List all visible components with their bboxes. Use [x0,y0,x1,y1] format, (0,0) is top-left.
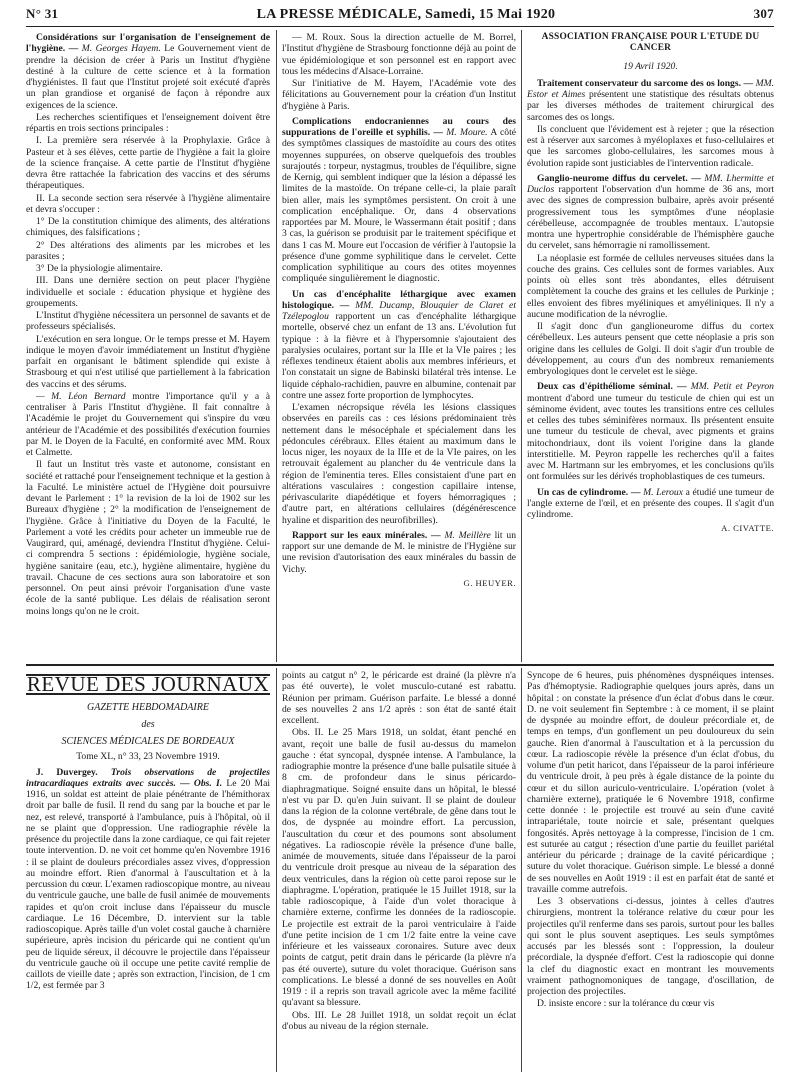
article-paragraph [527,381,774,482]
article-paragraph [527,78,774,123]
article-heading: Rapport sur les eaux minérales. — [292,529,441,541]
article-signature: A. CIVATTE. [721,523,774,534]
article-heading: Traitement conservateur du sarcome des os longs. — [537,77,754,89]
article-paragraph: Obs. III. Le 28 Juillet 1918, un soldat reçoit un éclat d'obus au niveau de la région sternale. [282,1009,516,1032]
article-paragraph [527,487,774,521]
article-signature: G. HEUYER. [463,577,516,588]
bottom-column-2 [282,670,516,1072]
session-date: 19 Avril 1920. [623,60,678,72]
article-paragraph: points au catgut n° 2, le péricarde est drainé (la plèvre n'a pas été ouverte), le volet musculo-cutané est rabattu. Réunion per primam. Guérison parfaite. Le blessé a donné de ses nouvelles 2 ans 1/2 après : son état de santé était excellent. [282,670,516,726]
article-text: montre l'importance qu'il y a à centraliser à Paris l'Institut d'hygiène. Il fait connaître à l'Académie le projet du Gouvernement qui s'inspire du vœu antérieur de l'Académie et des possibilités d'exécution fournies par M. le Doyen de la Faculté, en conformité avec MM. Roux et Calmette. [26,390,270,458]
article-paragraph: L'examen nécropsique révéla les lésions classiques observées en pareils cas : ces lésions prédominaient très nettement dans le mésocéphale et spécialement dans les pédoncules cérébraux. Elles étaient au maximum dans le locus niger, les noyaux de la IIIe et de la VIe paires, on les retrouvait également au plancher du 4e ventricule dans la région de l'eminentia teres. Elles consistaient d'une part en altérations vasculaires : congestion capillaire intense, périvascularite diapédétique et foyers hémorragiques ; d'autre part, en altérations cellulaires (dégénérescence hyaline et disparition des neurofibrilles). [282,402,516,526]
article-paragraph: L'Institut d'hygiène nécessitera un personnel de savants et de professeurs spécialisés. [26,310,270,333]
article-author: MM. Ducamp, Blouquier de Claret et Tzélepoglou [282,299,516,322]
article-paragraph [282,530,516,575]
article-heading: Ganglio-neurome diffus du cervelet. — [537,172,701,184]
article-text: présentent une statistique des résultats obtenus par les diverses méthodes de traitement chirurgical des sarcomes des os longs. [527,89,774,123]
article-heading: Un cas de cylindrome. — [537,486,641,498]
section-banner: REVUE DES JOURNAUX [26,672,270,696]
article-text: A côté des symptômes classiques de mastoïdite au cours des otites moyennes suppurées, on observe quelquefois des troubles surajoutés : torpeur, nystagmus, troubles de l'équilibre, signe de Kernig, qui semblent indiquer que la lésion a dépassé les limites de la mastoïde. On trépane celle-ci, la plaie paraît bien aller, mais les symptômes persistent. On croit à une complication encéphalique. Or, dans 4 observations rapportées par M. Moure, le Wassermann était positif ; dans 3 cas, la guérison se produisit par le traitement spécifique et dans 1 cas M. Moure eut l'occasion de vérifier à l'autopsie la présence d'une gomme syphilitique dans le cervelet. Cette complication syphilitique au cours des otites moyennes compliquée singulièrement le diagnostic. [282,127,516,285]
article-heading: Considérations sur l'organisation de l'enseignement de l'hygiène. — [26,32,270,55]
article-paragraph: 3° De la physiologie alimentaire. [36,263,163,274]
column-divider [521,30,522,662]
article-author: M. Moure. [446,127,488,138]
section-title: ASSOCIATION FRANÇAISE POUR L'ÉTUDE DU CANCER [541,32,760,54]
article-heading: Complications endocraniennes au cours des suppurations de l'oreille et syphilis. — [282,115,516,138]
article-author: J. Duvergey. [36,766,98,778]
article-paragraph: Il faut un Institut très vaste et autonome, consistant en société et rattaché pour l'enseignement technique et la gestion à la Faculté. Le ministère actuel de l'Hygiène doit poursuivre devant le Parlement : 1° la revision de la loi de 1902 sur les Bureaux d'hygiène ; 2° la modification de l'enseignement de l'hygiène. Grâce à l'initiative du Doyen de la Faculté, le Parlement a voté les crédits pour acheter un immeuble rue de Vaugirard, qui, aménagé, deviendra l'Institut d'hygiène. Celui-ci comprendra 5 sections : épidémiologie, hygiène sociale, hygiène sanitaire (eau, etc.), hygiène alimentaire, hygiène du travail. Chacune de ces sections aura son laboratoire et son personnel. On peut ainsi prévoir l'organisation d'une vaste école de la santé publique. Les délais de réalisation seront moins longs qu'on ne le croit. [26,459,270,617]
publication-name: SCIENCES MÉDICALES DE BORDEAUX [61,736,235,748]
section-rule [26,664,774,666]
journal-title: LA PRESSE MÉDICALE, Samedi, 15 Mai 1920 [256,7,556,22]
article-paragraph: Syncope de 6 heures, puis phénomènes dyspnéiques intenses. Pas d'hémoptysie. Radiographie quelques jours après, dans un hôpital : on constate la présence d'un éclat d'obus dans le cœur. D. ne voit seulement fin Septembre : à ce moment, il se plaint de dyspnée au moindre effort, de douleur précordiale et, de temps en temps, d'un gonflement un peu douloureux du sein gauche. Rien d'anormal à l'auscultation et à la percussion du cœur. La radioscopie révèle la présence d'un éclat d'obus, du volume d'un petit haricot, dans l'épaisseur de la paroi inférieure du ventricule droit, à peu près à égale distance de la pointe du cœur et du sillon auriculo-ventriculaire. L'opération (volet à charnière externe), pratiquée le 6 Novembre 1918, confirme cette donnée : le projectile est trouvé au sein d'une cavité intrapariétale, toute noircie et sale, présentant quelques fongosités. Après nettoyage à la compresse, l'incision de 1 cm. est suturée au catgut ; résection d'une partie du feuillet pariétal antérieur du péricarde ; drainage de la cavité péricardique ; suture du volet thoracique. Guérison simple. Le blessé a donné de ses nouvelles en Août 1919 : il est en parfait état de santé et travaille comme autrefois. [527,670,774,895]
article-paragraph: Les 3 observations ci-dessus, jointes à celles d'autres chirurgiens, montrent la tolérance relative du cœur pour les projectiles qu'il renferme dans ses parois, surtout pour les balles qui sont le plus souvent aseptiques. Les seuls symptômes accusés par les blessés sont : l'oppression, la douleur précordiale, la dyspnée d'effort. C'est la radioscopie qui donne la clef du diagnostic exact en montrant les mouvements vraiment pathognomoniques de tangage, d'oscillation, de projection des projectiles. [527,896,774,997]
header-rule [26,26,774,27]
article-paragraph: L'exécution en sera longue. Or le temps presse et M. Hayem indique le moyen d'avoir immédiatement un Institut d'hygiène parfait en organisant le bâtiment splendide qui existe à Strasbourg et qui n'est utilisé que partiellement à la fabrication des vaccins et des sérums. [26,333,270,390]
article-paragraph: II. La seconde section sera réservée à l'hygiène alimentaire et devra s'occuper : [26,192,270,215]
article-paragraph [282,116,516,285]
column-divider [521,668,522,1072]
issue-number: N° 31 [26,6,59,21]
article-paragraph [26,767,270,992]
article-paragraph: Obs. II. Le 25 Mars 1918, un soldat, étant penché en avant, reçoit une balle de fusil au-dessus du mamelon gauche : état syncopal, dyspnée intense. A l'ambulance, la radiographie montre la présence d'une balle pulsatile située à 8 cm. de profondeur dans le sinus péricardo-diaphragmatique. Soigné ensuite dans un hôpital, le blessé n'est vu par D. qu'en Juin suivant. Il se plaint de douleur dans la région de la colonne vertébrale, de gêne dans tout le dos, de dyspnée au moindre effort. La percussion, l'auscultation du cœur et des poumons sont absolument négatives. La radioscopie révèle la présence d'une balle, animée de mouvements, située dans l'épaisseur de la paroi du ventricule droit presque au niveau de la séparation des deux ventricules, dans la région où cette paroi repose sur le diaphragme. L'opération, pratiquée le 15 Juillet 1918, sur la table radioscopique, à l'aide d'un volet thoracique à charnière externe, confirme les données de la radioscopie. Le projectile est extrait de la paroi ventriculaire à l'aide d'une petite incision de 1 cm 1/2 faite entre la veine cave inférieure et les vaisseaux coronaires. Suture avec deux points de catgut, petit drain dans le péricarde (la plèvre n'a pas été ouverte), suture du volet thoracique. Guérison sans complications. Le blessé a donné de ses nouvelles en Août 1919 : il a repris son travail agricole avec la même facilité qu'avant sa blessure. [282,727,516,1009]
article-paragraph [282,289,516,402]
article-author: M. Leroux [643,486,683,498]
column-divider [276,668,277,1072]
article-paragraph: I. La première sera réservée à la Prophylaxie. Grâce à Pasteur et à ses élèves, cette partie de l'hygiène a fait la gloire de la science française. A cette partie de l'Institut d'hygiène devra être rattachée la fabrication des vaccins et des sérums thérapeutiques. [26,135,270,192]
article-paragraph: Ils concluent que l'évidement est à rejeter ; que la résection est à réserver aux sarcomes à myéloplaxes et fuso-cellulaires et que les sarcomes globo-cellulaires, les sarcomes mous à évolution rapide sont justiciables de l'intervention radicale. [527,123,774,169]
article-text: rapportent l'observation d'un homme de 36 ans, mort avec des signes de compression bulbaire, après avoir présenté progressivement tous les symptômes d'une néoplasie cérébelleuse, accompagnée de troubles mentaux. L'autopsie montra une hypertrophie considérable de l'hémisphère gauche du cervelet, sans hémorragie ni ramollissement. [527,184,774,252]
column-divider [276,30,277,662]
article-text: lit un rapport sur une demande de M. le ministre de l'Hygiène sur une revision d'autorisation des eaux minérales du bassin de Vichy. [282,529,516,575]
bottom-column-1 [26,670,270,1072]
article-paragraph: Sur l'initiative de M. Hayem, l'Académie vote des félicitations au Gouvernement pour la création d'un Institut d'hygiène à Paris. [282,78,516,112]
article-author: — M. Léon Bernard [36,390,126,402]
article-paragraph: 1° De la constitution chimique des aliments, des altérations chimiques, des falsifications ; [26,216,270,239]
publication-name: GAZETTE HEBDOMADAIRE [87,702,209,714]
publication-name: des [141,719,155,731]
page-header [26,6,774,26]
publication-volume: Tome XL, n° 33, 23 Novembre 1919. [76,751,220,763]
page-number: 307 [753,6,774,21]
article-author: MM. Lhermitte et Duclos [527,172,774,195]
article-paragraph: — M. Roux. Sous la direction actuelle de M. Borrel, l'Institut d'hygiène de Strasbourg fonctionne déjà au point de vue épidémiologique et son personnel est en rapport avec tous les médecins d'Alsace-Lorraine. [282,32,516,77]
article-text: Le Gouvernement vient de prendre la décision de créer à Paris un Institut d'hygiène destiné à la culture de cette science et à la formation d'hygiénistes. Il faut que l'Institut projeté soit exécuté d'après un plan grandiose et organisé de façon à répondre aux exigences de la science. [26,43,270,111]
top-column-2 [282,32,516,660]
article-paragraph: Les recherches scientifiques et l'enseignement doivent être répartis en trois sections principales : [26,111,270,134]
article-paragraph [527,173,774,252]
article-heading: Deux cas d'épithéliome séminal. — [537,381,687,393]
article-heading: Un cas d'encéphalite léthargique avec examen histologique. — [282,288,516,311]
article-author: MM. Estor et Aimes [527,77,774,100]
article-paragraph [26,32,270,111]
bottom-column-3 [527,670,774,1072]
article-author: M. Georges Hayem. [81,43,161,55]
article-text: rapportent un cas d'encéphalite léthargique mortelle, observé chez un enfant de 13 ans. L'évolution fut typique : à la fièvre et à l'hypersomnie s'ajoutaient des paralysies oculaires, portant sur la IIIe et la VIe paires ; les réflexes tendineux étaient abolis aux membres inférieurs, et l'on constatait un signe de Babinski bilatéral très intense. Le liquide céphalo-rachidien, pauvre en albumine, contenait par contre une assez forte proportion de lymphocytes. [282,311,516,401]
article-paragraph: Il s'agit donc d'un ganglioneurome diffus du cortex cérébelleux. Les auteurs pensent que cette néoplasie a pris son origine dans les cellules de Golgi. Il doit s'agir d'un trouble de développement, au cours d'un des nombreux remaniements embryologiques dont le cervelet est le siège. [527,321,774,377]
top-column-1 [26,32,270,660]
article-text: a étudié une tumeur de l'angle externe de l'œil, et en présente des coupes. Il s'agit d'un cylindrome. [527,486,774,520]
top-column-3 [527,32,774,660]
article-paragraph: La néoplasie est formée de cellules nerveuses situées dans la couche des grains. Ces cellules sont de formes variables. Aux points où elles sont très abondantes, elles détruisent complètement la couche des grains et les cellules de Purkinje ; elles envoient des fibres myéliniques et amyéliniques. Il n'y a aucune modification de la névroglie. [527,252,774,320]
article-text: Le 20 Mai 1916, un soldat est atteint de plaie pénétrante de l'hémithorax droit par balle de fusil. Il rend du sang par la bouche et par le nez, est relevé, transporté à l'ambulance, puis à l'hôpital, où il ne se plaint que d'oppression. Une radiographie révèle la présence du projectile dans la zone cardiaque, ce qui fait rejeter toute intervention. D. ne voit cet homme qu'en Novembre 1916 : il se plaint de douleurs précordiales assez vives, d'oppression au moindre effort. Rien d'anormal à l'auscultation et à la percussion du cœur. L'examen radioscopique montre, au niveau du ventricule gauche, une balle de fusil animée de mouvements rapides et qu'on croit incluse dans l'épaisseur du muscle cardiaque. Le 16 Décembre, D. intervient sur la table radioscopique. Après taille d'un volet costal gauche à charnière supérieure, après incision du péricarde qui ne contient qu'un peu de liquide séreux, il découvre le projectile dans l'épaisseur du ventricule gauche où il occupe une petite cavité remplie de caillots de vieille date ; après son extraction, l'incision, de 1 cm 1/2, est fermée par 3 [26,777,270,992]
article-paragraph: 2° Des altérations des aliments par les microbes et les parasites ; [26,239,270,262]
article-author: M. Meillère [444,529,491,541]
article-paragraph [26,391,270,459]
article-heading: Trois observations de projectiles intracardiaques extraits avec succès. — Obs. I. [26,766,270,789]
article-paragraph: III. Dans une dernière section on peut placer l'hygiène individuelle et sociale : éducation physique et hygiène des groupements. [26,275,270,309]
article-paragraph: D. insiste encore : sur la tolérance du cœur vis [537,998,715,1010]
article-text: montrent d'abord une tumeur du testicule de chien qui est un séminome évident, avec toutes les transitions entre ces cellules et celles des tubes séminifères normaux. Ils présentent ensuite une tumeur du testicule de cheval, avec pigments et grains mitochondriaux, dont ils voient l'origine dans la glande interstitielle. M. Peyron rappelle les recherches qu'il a faites avec M. Hartmann sur les embryomes, et les conclusions qu'ils ont formulées sur les dérivés trophoblastiques de ces tumeurs. [527,392,774,483]
article-author: MM. Petit et Peyron [690,381,774,393]
